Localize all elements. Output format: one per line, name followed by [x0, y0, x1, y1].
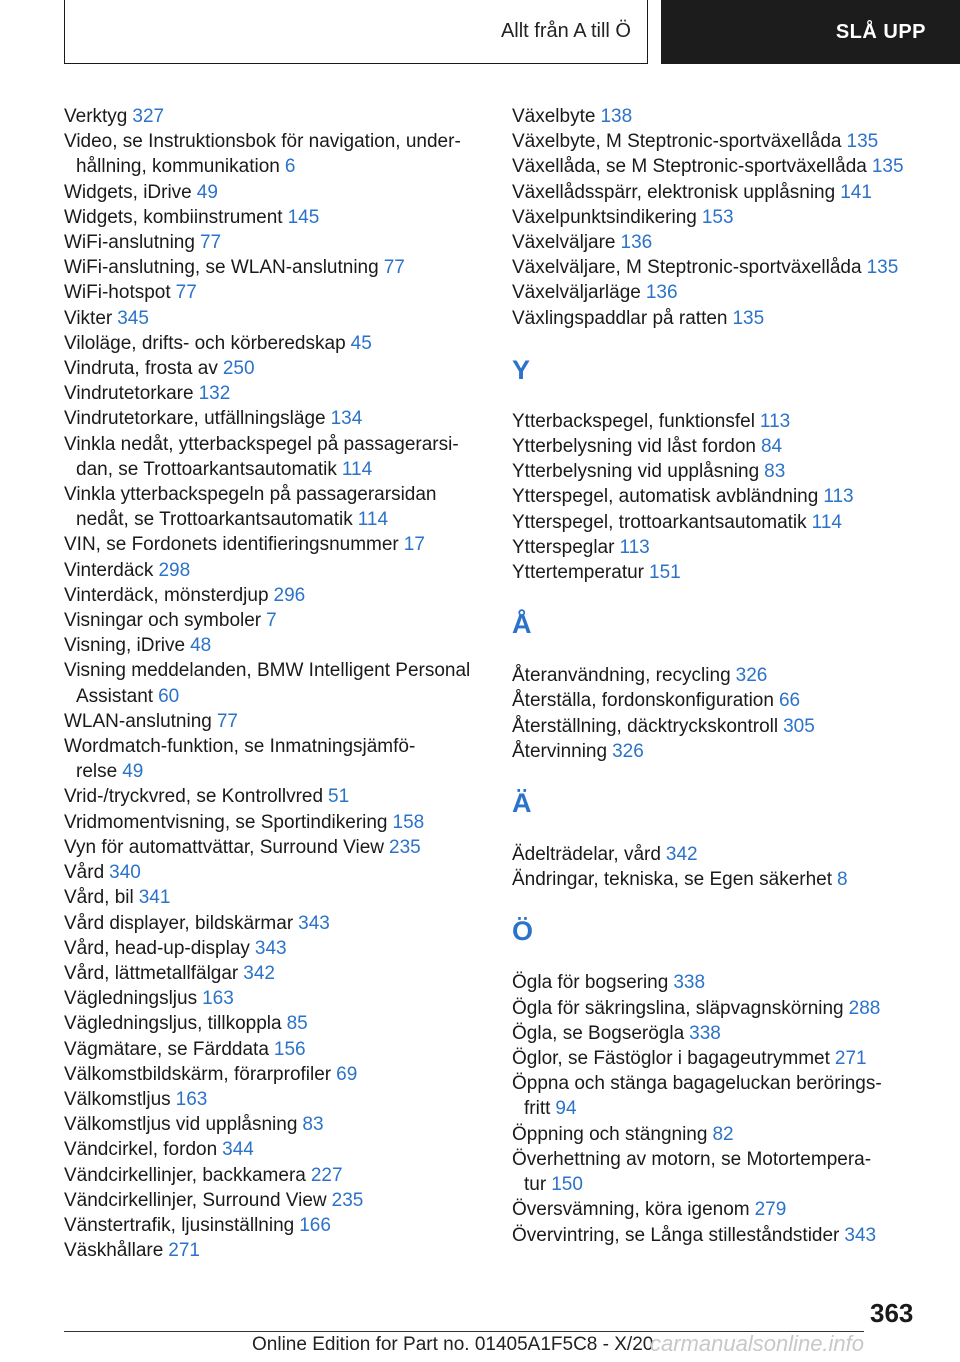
page-link[interactable]: 338: [673, 972, 706, 994]
page-link[interactable]: 134: [330, 408, 363, 430]
top-navigation: [0, 0, 960, 66]
index-entry-text: Vinterdäck, mönsterdjup: [64, 584, 269, 606]
index-entry-text: Vändcirkel, fordon: [64, 1139, 218, 1161]
index-entry-text: Växelväljare: [512, 232, 616, 254]
page-number: 363: [870, 1298, 914, 1328]
index-entry: [64, 810, 484, 835]
index-entry: [512, 459, 932, 484]
index-entry-text: Visning, iDrive: [64, 635, 186, 657]
index-entry-text: Ögla för säkringslina, släpvagnskörning: [512, 997, 844, 1019]
page-link[interactable]: 345: [117, 307, 149, 329]
watermark: carmanualsonline.info: [650, 1331, 865, 1356]
page-link[interactable]: 326: [735, 665, 768, 687]
page-link[interactable]: 114: [341, 458, 373, 480]
index-entry: [64, 558, 484, 583]
page-link[interactable]: 135: [846, 131, 879, 153]
index-entry-text: Ögla, se Bogserögla: [512, 1022, 685, 1044]
index-entry: [512, 663, 932, 688]
page-link[interactable]: 235: [331, 1189, 364, 1211]
index-column-left: [64, 104, 484, 1263]
index-entry-text: Vrid-/tryckvred, se Kontrollvred: [64, 786, 324, 808]
index-entry-text: Yttertemperatur: [512, 562, 644, 584]
page-link[interactable]: 7: [266, 610, 277, 632]
index-entry: [64, 1087, 484, 1112]
index-entry: [512, 1147, 932, 1197]
index-entry-text: Välkomstbildskärm, förarprofiler: [64, 1063, 332, 1085]
index-entry-text: Vård, lättmetallfälgar: [64, 962, 239, 984]
index-entry-text: Ytterspegel, automatisk avbländning: [512, 486, 819, 508]
index-entry: [64, 532, 484, 557]
index-entry: [64, 1188, 484, 1213]
index-entry-text: Återvinning: [512, 740, 608, 762]
page-link[interactable]: 235: [389, 836, 421, 858]
page-link[interactable]: 136: [645, 282, 678, 304]
index-entry: [64, 205, 484, 230]
page-link[interactable]: 114: [357, 509, 389, 531]
index-entry: [512, 1122, 932, 1147]
page-link[interactable]: 156: [273, 1038, 306, 1060]
page-link[interactable]: 51: [328, 786, 350, 808]
index-entry-text: Verktyg: [64, 106, 128, 127]
index-entry: [64, 306, 484, 331]
page-link[interactable]: 344: [222, 1139, 254, 1161]
index-entry: [512, 739, 932, 764]
page-link[interactable]: 83: [302, 1114, 324, 1136]
index-entry-text: Övervintring, se Långa stilleståndstider: [512, 1224, 840, 1246]
index-entry: [64, 784, 484, 809]
page-link[interactable]: 151: [649, 562, 681, 584]
index-entry-text: Växellåda, se M Steptronic-sportväxellåda: [512, 156, 867, 178]
index-entry: [64, 1112, 484, 1137]
page-link[interactable]: 158: [392, 811, 425, 833]
page-link[interactable]: 250: [222, 358, 255, 380]
index-entry: [64, 1213, 484, 1238]
page-link[interactable]: 271: [168, 1240, 200, 1262]
index-entry-text: Vinkla nedåt, ytterbackspegel på passagerarsi- dan, se Trottoarkantsautomatik: [64, 433, 459, 480]
index-entry-text: Vinkla ytterbackspegeln på passagerarsidan nedåt, se Trottoarkantsautomatik: [64, 484, 437, 531]
index-entry-text: Växelbyte: [512, 106, 596, 127]
index-entry-text: Ytterbelysning vid upplåsning: [512, 461, 760, 483]
section-letter: Ä: [512, 788, 532, 819]
index-entry: [64, 734, 484, 784]
page-link[interactable]: 342: [665, 844, 698, 866]
index-entry: [512, 1046, 932, 1071]
index-entry: [64, 255, 484, 280]
index-entry: [64, 1238, 484, 1263]
index-entry: [512, 434, 932, 459]
index-entry: [64, 280, 484, 305]
page-link[interactable]: 227: [310, 1164, 343, 1186]
page-link[interactable]: 305: [783, 715, 815, 737]
index-entry-text: Välkomstljus vid upplåsning: [64, 1114, 298, 1136]
index-entry-text: Vägledningsljus, tillkoppla: [64, 1013, 282, 1035]
index-entry-text: VIN, se Fordonets identifieringsnummer: [64, 534, 399, 556]
index-entry-text: Visningar och symboler: [64, 610, 262, 632]
index-entry-text: Widgets, kombiinstrument: [64, 206, 283, 228]
tab-lookup[interactable]: SLÅ UPP: [661, 0, 960, 64]
index-entry-text: Vård, bil: [64, 887, 134, 909]
index-entry: [64, 331, 484, 356]
index-entry: [64, 482, 484, 532]
page-link[interactable]: 145: [287, 206, 320, 228]
index-entry: [512, 996, 932, 1021]
index-entry: [512, 1197, 932, 1222]
index-entry-text: Växelpunktsindikering: [512, 206, 697, 228]
index-entry: [64, 356, 484, 381]
index-entry: [64, 129, 484, 179]
page-link[interactable]: 288: [848, 997, 881, 1019]
index-entry: [512, 280, 932, 305]
index-entry-text: Ögla för bogsering: [512, 972, 669, 994]
page-link[interactable]: 338: [689, 1022, 721, 1044]
index-entry: [512, 688, 932, 713]
page-link[interactable]: 77: [199, 232, 222, 254]
footer-edition: Online Edition for Part no. 01405A1F5C8 - X/20: [252, 1334, 654, 1355]
index-entry: [512, 560, 932, 585]
index-entry-text: Ytterbelysning vid låst fordon: [512, 436, 756, 458]
index-entry: [64, 986, 484, 1011]
page-link[interactable]: 327: [132, 106, 165, 127]
page-link[interactable]: 340: [109, 862, 141, 884]
index-entry-text: Vikter: [64, 307, 113, 329]
index-entry: [512, 867, 932, 892]
index-entry: [64, 230, 484, 255]
index-entry-text: WiFi-anslutning: [64, 232, 195, 254]
index-entry: [64, 583, 484, 608]
index-entry: [64, 658, 484, 708]
index-entry-text: Vyn för automattvättar, Surround View: [64, 836, 385, 858]
index-entry: [512, 1071, 932, 1121]
index-entry: [512, 535, 932, 560]
index-entry: [64, 180, 484, 205]
index-entry-text: Växlingspaddlar på ratten: [512, 307, 728, 329]
page-link[interactable]: 135: [866, 257, 899, 279]
index-entry: [64, 860, 484, 885]
index-entry: [512, 842, 932, 867]
index-entry: [512, 714, 932, 739]
page-link[interactable]: 113: [759, 410, 791, 432]
index-entry: [512, 230, 932, 255]
index-entry-text: Vridmomentvisning, se Sportindikering: [64, 811, 388, 833]
index-entry-text: Vård: [64, 862, 105, 884]
index-entry-text: Wordmatch-funktion, se Inmatningsjämfö- relse: [64, 736, 416, 783]
index-entry-text: Ändringar, tekniska, se Egen säkerhet: [512, 869, 833, 891]
index-entry-text: Vindrutetorkare, utfällningsläge: [64, 408, 326, 430]
index-entry-text: Vänstertrafik, ljusinställning: [64, 1214, 295, 1236]
index-entry-text: Vård, head-up-display: [64, 937, 250, 959]
page-link[interactable]: 163: [202, 988, 234, 1010]
index-entry-text: Öppning och stängning: [512, 1123, 708, 1145]
index-entry: [64, 885, 484, 910]
page-link[interactable]: 6: [284, 156, 296, 178]
index-entry-text: Ytterbackspegel, funktionsfel: [512, 410, 755, 432]
index-column-right: [512, 104, 932, 1248]
index-entry-text: Översvämning, köra igenom: [512, 1199, 750, 1221]
index-entry-text: Vindrutetorkare: [64, 383, 194, 405]
index-entry: [512, 104, 932, 129]
page-link[interactable]: 341: [138, 887, 171, 909]
index-entry-text: Öppna och stänga bagageluckan berörings- fritt: [512, 1073, 882, 1120]
index-entry-text: Återställa, fordonskonfiguration: [512, 690, 774, 712]
page-link[interactable]: 77: [216, 710, 238, 732]
index-entry: [512, 970, 932, 995]
page-link[interactable]: 82: [712, 1123, 734, 1145]
index-entry: [64, 1137, 484, 1162]
index-entry-text: Växellådsspärr, elektronisk upplåsning: [512, 181, 836, 203]
index-entry-text: Vändcirkellinjer, backkamera: [64, 1164, 306, 1186]
index-entry-text: Visning meddelanden, BMW Intelligent Personal Assistant: [64, 660, 471, 707]
index-entry: [64, 381, 484, 406]
index-entry-text: Överhettning av motorn, se Motortempera- tur: [512, 1148, 872, 1196]
index-entry: [64, 432, 484, 482]
index-entry-text: Vändcirkellinjer, Surround View: [64, 1189, 327, 1211]
index-entry-text: Widgets, iDrive: [64, 181, 192, 203]
page-link[interactable]: 343: [844, 1224, 877, 1246]
page-link[interactable]: 132: [198, 383, 231, 405]
index-entry-text: Vård displayer, bildskärmar: [64, 912, 294, 934]
index-entry: [64, 835, 484, 860]
page-link[interactable]: 94: [555, 1098, 577, 1120]
page-link[interactable]: 153: [701, 206, 734, 228]
index-entry-text: WiFi-hotspot: [64, 282, 171, 304]
index-entry: [64, 633, 484, 658]
page-link[interactable]: 66: [778, 690, 801, 712]
page-link[interactable]: 17: [403, 534, 425, 556]
index-entry: [64, 608, 484, 633]
index-entry: [64, 1062, 484, 1087]
tab-a-to-o[interactable]: Allt från A till Ö: [64, 0, 648, 64]
index-entry: [64, 911, 484, 936]
page-link[interactable]: 163: [175, 1088, 208, 1110]
page-link[interactable]: 84: [760, 436, 783, 458]
page-link[interactable]: 113: [823, 486, 854, 508]
index-entry: [64, 1163, 484, 1188]
page-link[interactable]: 48: [190, 635, 212, 657]
index-entry: [512, 484, 932, 509]
index-entry-text: Vägledningsljus: [64, 988, 198, 1010]
index-entry: [512, 510, 932, 535]
index-entry-text: Återställning, däcktryckskontroll: [512, 715, 779, 737]
page-link[interactable]: 326: [612, 740, 644, 762]
page-link[interactable]: 85: [286, 1013, 308, 1035]
index-entry-text: Växelväljare, M Steptronic-sportväxellåda: [512, 257, 862, 279]
index-entry-text: Vindruta, frosta av: [64, 358, 218, 380]
index-entry: [512, 205, 932, 230]
index-entry-text: Återanvändning, recycling: [512, 665, 731, 687]
index-entry: [64, 1037, 484, 1062]
page-link[interactable]: 69: [336, 1063, 358, 1085]
index-entry-text: Ädelträdelar, vård: [512, 844, 661, 866]
index-entry: [64, 936, 484, 961]
page-link[interactable]: 77: [383, 257, 405, 279]
section-letter: Ö: [512, 916, 534, 947]
index-entry: [64, 709, 484, 734]
index-entry-text: Öglor, se Fästöglor i bagageutrymmet: [512, 1048, 830, 1070]
page-link[interactable]: 49: [122, 761, 144, 783]
page-link[interactable]: 135: [871, 156, 904, 178]
page-link[interactable]: 342: [243, 962, 275, 984]
index-entry-text: Viloläge, drifts- och körberedskap: [64, 332, 346, 354]
page-link[interactable]: 138: [600, 106, 633, 127]
page-link[interactable]: 135: [732, 307, 765, 329]
page-link[interactable]: 296: [273, 584, 306, 606]
section-letter: Y: [512, 354, 531, 385]
page-link[interactable]: 77: [175, 282, 197, 304]
page-link[interactable]: 49: [196, 181, 218, 203]
section-letter: Å: [512, 609, 532, 640]
index-entry: [512, 306, 932, 331]
index-entry: [64, 1011, 484, 1036]
page-link[interactable]: 343: [298, 912, 330, 934]
index-entry: [64, 961, 484, 986]
index-entry-text: WiFi-anslutning, se WLAN-anslutning: [64, 257, 379, 279]
index-entry: [64, 406, 484, 431]
index-entry-text: Väskhållare: [64, 1240, 164, 1262]
page-link[interactable]: 141: [840, 181, 872, 203]
index-entry: [512, 129, 932, 154]
index-entry: [512, 154, 932, 179]
index-entry: [64, 104, 484, 129]
index-entry: [512, 180, 932, 205]
page-link[interactable]: 150: [551, 1174, 583, 1196]
index-entry-text: Video, se Instruktionsbok för navigation, under- hållning, kommunikation: [64, 131, 461, 178]
page-link[interactable]: 60: [158, 685, 180, 707]
index-entry: [512, 409, 932, 434]
index-entry-text: Vinterdäck: [64, 559, 154, 581]
index-entry-text: Ytterspegel, trottoarkantsautomatik: [512, 511, 807, 533]
page-link[interactable]: 166: [299, 1214, 331, 1236]
index-entry-text: Växelbyte, M Steptronic-sportväxellåda: [512, 131, 842, 153]
page-link[interactable]: 83: [764, 461, 786, 483]
page-link[interactable]: 279: [754, 1199, 787, 1221]
index-entry: [512, 1021, 932, 1046]
page-link[interactable]: 45: [350, 332, 372, 354]
page-link[interactable]: 8: [837, 869, 848, 891]
index-entry-text: Välkomstljus: [64, 1088, 171, 1110]
page-link[interactable]: 136: [620, 232, 653, 254]
page-link[interactable]: 298: [158, 559, 191, 581]
index-entry: [512, 1223, 932, 1248]
page-link[interactable]: 114: [811, 511, 842, 533]
index-entry-text: WLAN-anslutning: [64, 710, 212, 732]
index-entry-text: Vägmätare, se Färddata: [64, 1038, 269, 1060]
index-entry: [512, 255, 932, 280]
page-link[interactable]: 113: [619, 536, 650, 558]
page-link[interactable]: 343: [254, 937, 287, 959]
index-entry-text: Växelväljarläge: [512, 282, 641, 304]
page-link[interactable]: 271: [834, 1048, 867, 1070]
index-entry-text: Ytterspeglar: [512, 536, 615, 558]
